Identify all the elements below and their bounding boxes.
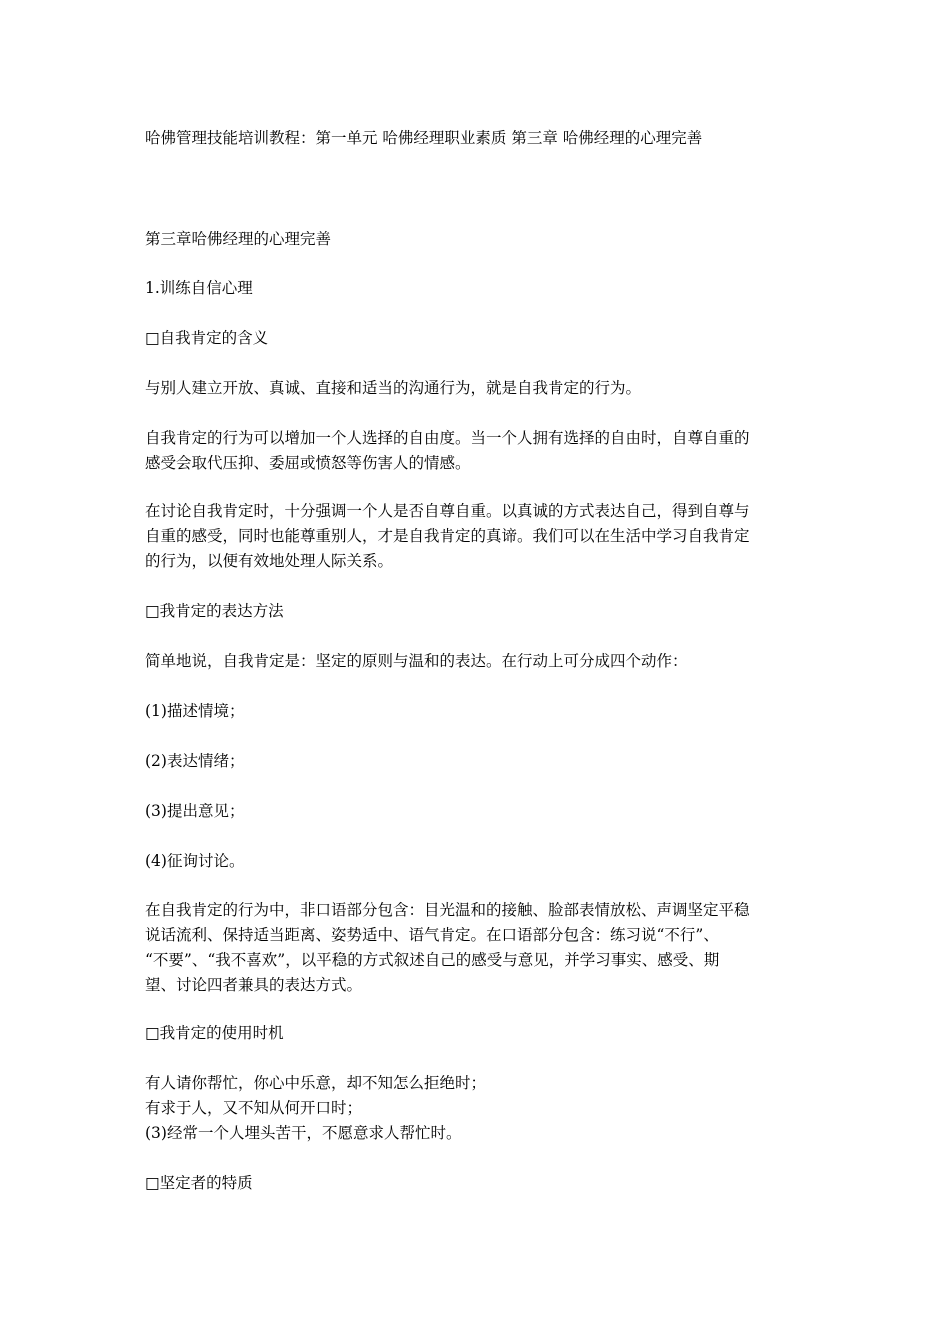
paragraph-line: 感受会取代压抑、委屈或愤怒等伤害人的情感。 [145,454,471,472]
bullet-heading: □我肯定的表达方法 [145,602,284,620]
paragraph-line: 望、讨论四者兼具的表达方式。 [145,976,363,994]
paragraph-line: 有人请你帮忙，你心中乐意，却不知怎么拒绝时； [145,1074,487,1092]
paragraph-line: 自重的感受，同时也能尊重别人，才是自我肯定的真谛。我们可以在生活中学习自我肯定 [145,527,750,545]
list-item: (4)征询讨论。 [145,852,245,870]
paragraph-line: 自我肯定的行为可以增加一个人选择的自由度。当一个人拥有选择的自由时，自尊自重的 [145,429,750,447]
paragraph: 简单地说，自我肯定是：坚定的原则与温和的表达。在行动上可分成四个动作： [145,652,688,670]
paragraph [145,499,810,574]
bullet-heading: □坚定者的特质 [145,1174,253,1192]
paragraph-line: 在自我肯定的行为中，非口语部分包含：目光温和的接触、脸部表情放松、声调坚定平稳 [145,901,750,919]
list-item: (3)提出意见； [145,802,245,820]
bullet-heading: □我肯定的使用时机 [145,1024,284,1042]
paragraph-line: 的行为，以便有效地处理人际关系。 [145,552,394,570]
paragraph-line: “不要”、“我不喜欢”，以平稳的方式叙述自己的感受与意见，并学习事实、感受、期 [145,951,720,969]
bullet-heading: □自我肯定的含义 [145,329,269,347]
list-item: (2)表达情绪； [145,752,245,770]
paragraph [145,898,810,998]
paragraph-line: 有求于人，又不知从何开口时； [145,1099,363,1117]
paragraph-line: (3)经常一个人埋头苦干，不愿意求人帮忙时。 [145,1124,462,1142]
paragraph-line: 说话流利、保持适当距离、姿势适中、语气肯定。在口语部分包含：练习说“不行”、 [145,926,719,944]
paragraph [145,1071,810,1146]
document-title: 哈佛管理技能培训教程：第一单元 哈佛经理职业素质 第三章 哈佛经理的心理完善 [145,129,703,147]
section-heading: 1.训练自信心理 [145,279,253,297]
list-item: (1)描述情境； [145,702,245,720]
paragraph: 与别人建立开放、真诚、直接和适当的沟通行为，就是自我肯定的行为。 [145,379,642,397]
paragraph-line: 在讨论自我肯定时，十分强调一个人是否自尊自重。以真诚的方式表达自己，得到自尊与 [145,502,750,520]
chapter-heading: 第三章哈佛经理的心理完善 [145,230,332,248]
paragraph [145,426,810,476]
